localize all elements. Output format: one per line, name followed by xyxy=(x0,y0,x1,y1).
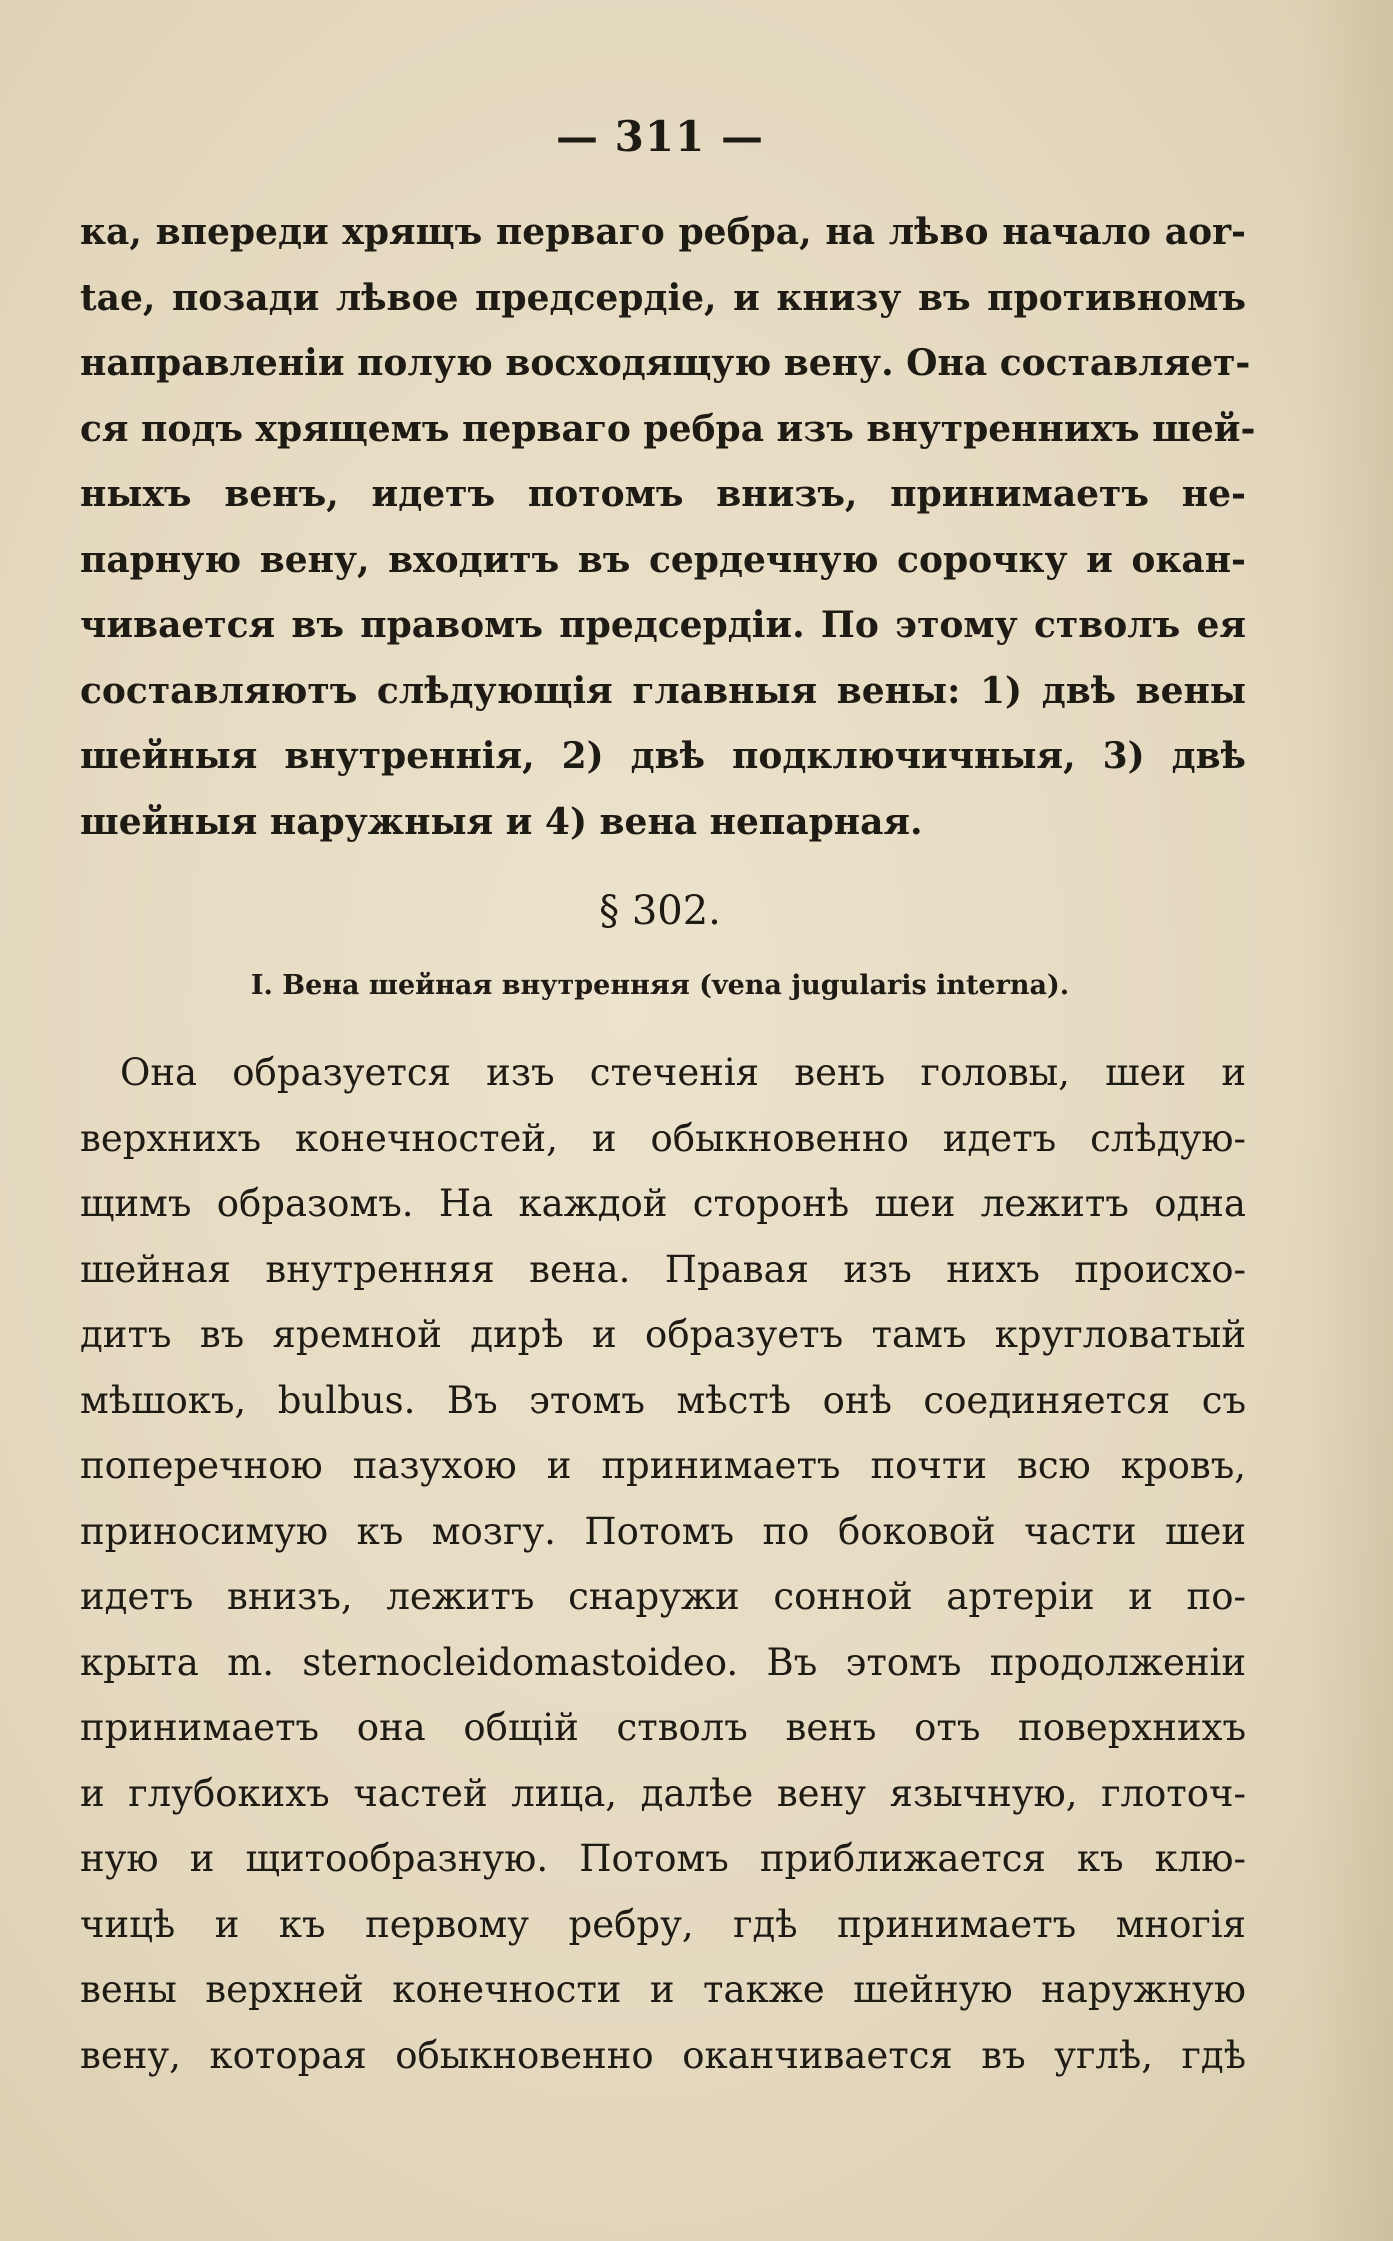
text-line: tae, позади лѣвое предсердіе, и книзу въ противномъ xyxy=(80,276,1246,319)
text-line: идетъ внизъ, лежитъ снаружи сонной артеріи и по- xyxy=(80,1575,1246,1618)
text-line: шейныя внутреннія, 2) двѣ подключичныя, 3) двѣ xyxy=(80,735,1246,777)
text-line: ся подъ хрящемъ перваго ребра изъ внутреннихъ шей- xyxy=(80,407,1256,450)
text-line: ную и щитообразную. Потомъ приближается къ клю- xyxy=(80,1837,1246,1880)
text-line: чицѣ и къ первому ребру, гдѣ принимаетъ многія xyxy=(80,1902,1246,1946)
text-line: вену, которая обыкновенно оканчивается въ углѣ, гдѣ xyxy=(80,2033,1246,2077)
text-line: поперечною пазухою и принимаетъ почти всю кровъ, xyxy=(80,1444,1246,1487)
text-line: шейныя наружныя и 4) вена непарная. xyxy=(80,800,923,843)
text-line: принимаетъ она общій стволъ венъ отъ поверхнихъ xyxy=(80,1706,1246,1749)
text-line: чивается въ правомъ предсердіи. По этому стволъ ея xyxy=(80,604,1246,646)
text-line: щимъ образомъ. На каждой сторонѣ шеи лежитъ одна xyxy=(80,1182,1246,1225)
text-line: направленіи полую восходящую вену. Она составляет- xyxy=(80,342,1251,384)
text-line: и глубокихъ частей лица, далѣе вену язычную, глоточ- xyxy=(80,1771,1246,1815)
page-edge-shading xyxy=(1303,0,1393,2241)
text-line: верхнихъ конечностей, и обыкновенно идетъ слѣдую- xyxy=(80,1116,1246,1160)
page-number: — 311 — xyxy=(556,112,764,161)
text-line: вены верхней конечности и также шейную наружную xyxy=(80,1968,1246,2011)
text-line: ныхъ венъ, идетъ потомъ внизъ, принимаетъ не- xyxy=(80,473,1246,515)
section-subtitle: I. Вена шейная внутренняя (vena jugularis interna). xyxy=(250,970,1070,1001)
text-line: Она образуется изъ стеченія венъ головы, шеи и xyxy=(120,1051,1246,1094)
text-line: парную вену, входитъ въ сердечную сорочку и окан- xyxy=(80,538,1246,581)
text-line: дитъ въ яремной дирѣ и образуетъ тамъ кругловатый xyxy=(80,1313,1246,1356)
paragraph-continuation xyxy=(80,200,1256,855)
text-line: шейная внутренняя вена. Правая изъ нихъ происхо- xyxy=(80,1247,1246,1291)
text-line: ка, впереди хрящъ перваго ребра, на лѣво начало aor- xyxy=(80,211,1246,253)
text-line: мѣшокъ, bulbus. Въ этомъ мѣстѣ онѣ соединяется съ xyxy=(80,1378,1246,1422)
section-heading: § 302. xyxy=(599,888,721,934)
paragraph-main xyxy=(80,1040,1246,2088)
text-line: составляютъ слѣдующія главныя вены: 1) двѣ вены xyxy=(80,669,1246,712)
text-line: крыта m. sternocleidomastoideo. Въ этомъ продолженіи xyxy=(80,1640,1246,1684)
text-line: приносимую къ мозгу. Потомъ по боковой части шеи xyxy=(80,1509,1246,1553)
